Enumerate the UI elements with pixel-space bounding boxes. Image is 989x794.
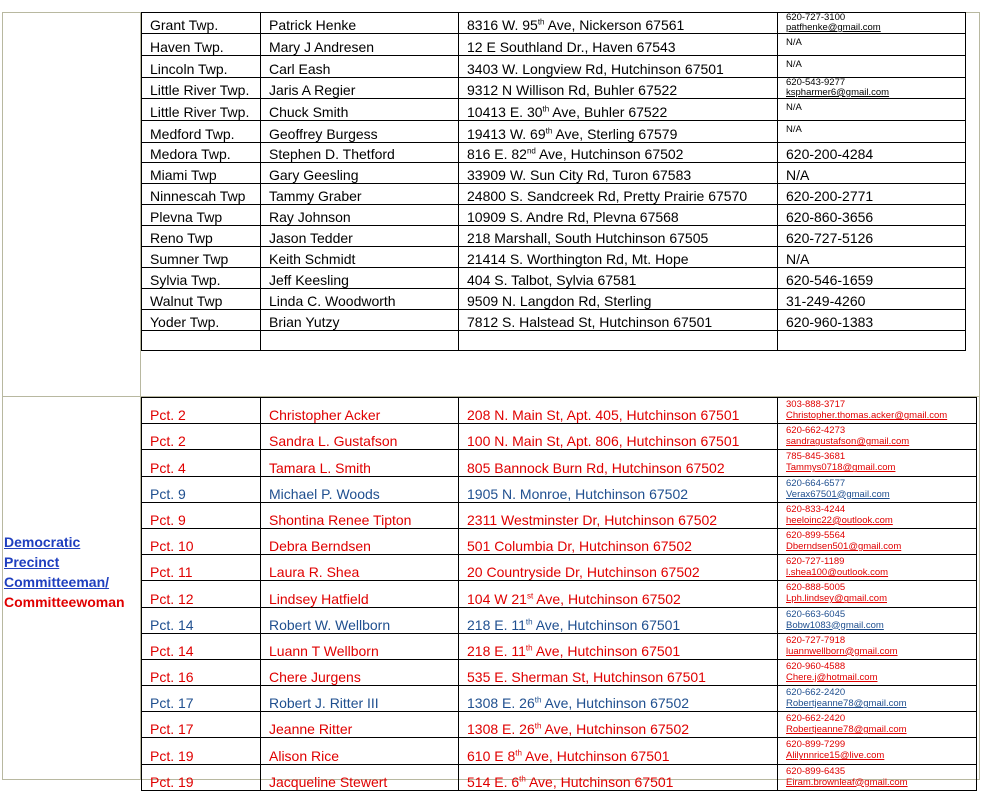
address-cell: 24800 S. Sandcreek Rd, Pretty Prairie 67570 — [459, 184, 778, 205]
contact-cell — [778, 502, 977, 528]
address-cell: 100 N. Main St, Apt. 806, Hutchinson 67501 — [459, 424, 778, 450]
name-cell: Linda C. Woodworth — [261, 288, 459, 309]
phone-text: 620-727-1189 — [786, 556, 845, 568]
address-cell: 610 E 8th Ave, Hutchinson 67501 — [459, 738, 778, 764]
ordinal-suffix: th — [534, 695, 542, 705]
table-row — [142, 77, 966, 98]
contact-cell: 620-200-4284 — [778, 142, 966, 163]
township-cell: Little River Twp. — [142, 77, 261, 98]
phone-text: 620-662-2420 — [786, 687, 846, 699]
precinct-cell: Pct. 9 — [142, 502, 261, 528]
address-cell: 10909 S. Andre Rd, Plevna 67568 — [459, 205, 778, 226]
phone-text: 620-664-6577 — [786, 477, 846, 489]
ordinal-suffix: th — [515, 747, 522, 757]
contact-cell: 620-860-3656 — [778, 205, 966, 226]
phone-text: 620-662-4273 — [786, 425, 846, 437]
table-row — [142, 98, 966, 120]
township-cell: Medford Twp. — [142, 120, 261, 142]
name-cell: Chuck Smith — [261, 98, 459, 120]
section-label-committeewoman: Committeewoman — [4, 594, 125, 610]
contact-cell — [778, 686, 977, 712]
address-cell: 816 E. 82nd Ave, Hutchinson 67502 — [459, 142, 778, 163]
township-cell: Reno Twp — [142, 226, 261, 247]
address-cell: 12 E Southland Dr., Haven 67543 — [459, 34, 778, 56]
address-cell: 21414 S. Worthington Rd, Mt. Hope — [459, 247, 778, 268]
township-cell: Sylvia Twp. — [142, 267, 261, 288]
phone-text: 620-899-5564 — [786, 529, 846, 541]
table-row — [142, 528, 977, 554]
phone-text: 620-899-7299 — [786, 739, 846, 751]
name-cell: Robert J. Ritter III — [261, 686, 459, 712]
ordinal-suffix: th — [537, 17, 545, 27]
table-row — [142, 163, 966, 184]
township-cell: Little River Twp. — [142, 98, 261, 120]
contact-cell: 620-546-1659 — [778, 267, 966, 288]
email-link[interactable]: l.shea100@outlook.com — [786, 567, 889, 579]
township-cell: Ninnescah Twp — [142, 184, 261, 205]
township-table — [141, 12, 966, 351]
email-link[interactable]: kspharmer6@gmail.com — [786, 86, 890, 98]
address-cell: 1905 N. Monroe, Hutchinson 67502 — [459, 476, 778, 502]
address-cell: 1308 E. 26th Ave, Hutchinson 67502 — [459, 686, 778, 712]
empty-cell — [142, 330, 261, 351]
township-cell: Medora Twp. — [142, 142, 261, 163]
precinct-cell: Pct. 17 — [142, 686, 261, 712]
name-cell: Jacqueline Stewert — [261, 764, 459, 790]
address-cell: 404 S. Talbot, Sylvia 67581 — [459, 267, 778, 288]
email-link[interactable]: Robertjeanne78@gmail.com — [786, 724, 907, 736]
name-cell: Stephen D. Thetford — [261, 142, 459, 163]
table-row — [142, 424, 977, 450]
phone-text: 785-845-3681 — [786, 451, 846, 463]
address-cell: 20 Countryside Dr, Hutchinson 67502 — [459, 555, 778, 581]
table-row — [142, 34, 966, 56]
phone-text: 620-833-4244 — [786, 503, 846, 515]
phone-text: 620-888-5005 — [786, 582, 846, 594]
precinct-cell: Pct. 11 — [142, 555, 261, 581]
section-label-democratic[interactable]: Democratic — [4, 534, 81, 550]
contact-cell — [778, 659, 977, 685]
address-cell: 9312 N Willison Rd, Buhler 67522 — [459, 77, 778, 98]
contact-cell — [778, 764, 977, 790]
name-cell: Ray Johnson — [261, 205, 459, 226]
precinct-cell: Pct. 4 — [142, 450, 261, 476]
ordinal-suffix: th — [525, 617, 533, 627]
name-cell: Carl Eash — [261, 55, 459, 77]
section-label-precinct[interactable]: Precinct — [4, 554, 60, 570]
table-row — [142, 738, 977, 764]
table-row — [142, 555, 977, 581]
precinct-cell: Pct. 19 — [142, 764, 261, 790]
precinct-cell: Pct. 2 — [142, 424, 261, 450]
table-row — [142, 659, 977, 685]
table-row — [142, 502, 977, 528]
table-row — [142, 120, 966, 142]
table-row — [142, 226, 966, 247]
contact-cell — [778, 581, 977, 607]
address-cell: 218 E. 11th Ave, Hutchinson 67501 — [459, 607, 778, 633]
address-cell: 33909 W. Sun City Rd, Turon 67583 — [459, 163, 778, 184]
phone-text: 620-727-3100 — [786, 12, 846, 23]
email-link[interactable]: Chere.j@hotmail.com — [786, 671, 878, 683]
contact-cell — [778, 528, 977, 554]
empty-cell — [459, 330, 778, 351]
name-cell: Debra Berndsen — [261, 528, 459, 554]
table-row — [142, 13, 966, 34]
precinct-cell: Pct. 2 — [142, 398, 261, 424]
precinct-cell: Pct. 12 — [142, 581, 261, 607]
ordinal-suffix: st — [526, 590, 534, 600]
address-cell: 2311 Westminster Dr, Hutchinson 67502 — [459, 502, 778, 528]
table-row — [142, 398, 977, 424]
address-cell: 10413 E. 30th Ave, Buhler 67522 — [459, 98, 778, 120]
name-cell: Lindsey Hatfield — [261, 581, 459, 607]
precinct-cell: Pct. 9 — [142, 476, 261, 502]
name-cell: Michael P. Woods — [261, 476, 459, 502]
precinct-cell: Pct. 14 — [142, 607, 261, 633]
name-cell: Brian Yutzy — [261, 309, 459, 330]
blank-row — [142, 330, 966, 351]
precinct-cell: Pct. 16 — [142, 659, 261, 685]
address-cell: 3403 W. Longview Rd, Hutchinson 67501 — [459, 55, 778, 77]
name-cell: Jason Tedder — [261, 226, 459, 247]
table-row — [142, 142, 966, 163]
name-cell: Chere Jurgens — [261, 659, 459, 685]
township-cell: Walnut Twp — [142, 288, 261, 309]
township-cell: Haven Twp. — [142, 34, 261, 56]
name-cell: Mary J Andresen — [261, 34, 459, 56]
email-link[interactable]: Alilynnrice15@live.com — [786, 750, 885, 762]
phone-text: 620-899-6435 — [786, 765, 846, 777]
table-row — [142, 450, 977, 476]
empty-cell — [778, 330, 966, 351]
address-cell: 208 N. Main St, Apt. 405, Hutchinson 67501 — [459, 398, 778, 424]
table-row — [142, 184, 966, 205]
email-link[interactable]: heeloinc22@outlook.com — [786, 514, 893, 526]
address-cell: 218 E. 11th Ave, Hutchinson 67501 — [459, 633, 778, 659]
contact-cell — [778, 476, 977, 502]
email-link[interactable]: Christopher.thomas.acker@gmail.com — [786, 410, 948, 421]
township-cell: Grant Twp. — [142, 13, 261, 34]
table-row — [142, 288, 966, 309]
contact-cell: N/A — [778, 247, 966, 268]
contact-cell — [778, 555, 977, 581]
address-cell: 104 W 21st Ave, Hutchinson 67502 — [459, 581, 778, 607]
name-cell: Tamara L. Smith — [261, 450, 459, 476]
email-link[interactable]: Lph.lindsey@gmail.com — [786, 593, 887, 605]
phone-text: 620-727-7918 — [786, 634, 846, 646]
contact-cell: 620-200-2771 — [778, 184, 966, 205]
name-cell: Shontina Renee Tipton — [261, 502, 459, 528]
address-cell: 514 E. 6th Ave, Hutchinson 67501 — [459, 764, 778, 790]
email-link[interactable]: Dberndsen501@gmail.com — [786, 540, 902, 552]
name-cell: Robert W. Wellborn — [261, 607, 459, 633]
address-cell: 19413 W. 69th Ave, Sterling 67579 — [459, 120, 778, 142]
contact-cell — [778, 633, 977, 659]
ordinal-suffix: nd — [526, 146, 536, 156]
contact-cell: N/A — [778, 163, 966, 184]
table-row — [142, 309, 966, 330]
township-cell: Lincoln Twp. — [142, 55, 261, 77]
name-cell: Alison Rice — [261, 738, 459, 764]
address-cell: 218 Marshall, South Hutchinson 67505 — [459, 226, 778, 247]
name-cell: Sandra L. Gustafson — [261, 424, 459, 450]
name-cell: Patrick Henke — [261, 13, 459, 34]
contact-cell — [778, 424, 977, 450]
precinct-cell: Pct. 10 — [142, 528, 261, 554]
ordinal-suffix: th — [525, 643, 533, 653]
ordinal-suffix: th — [519, 774, 526, 784]
name-cell: Jeanne Ritter — [261, 712, 459, 738]
address-cell: 1308 E. 26th Ave, Hutchinson 67502 — [459, 712, 778, 738]
email-link[interactable]: Tammys0718@gmail.com — [786, 462, 896, 474]
empty-cell — [261, 330, 459, 351]
ordinal-suffix: th — [542, 104, 550, 114]
table-row — [142, 205, 966, 226]
table-row — [142, 686, 977, 712]
phone-text: 620-662-2420 — [786, 713, 846, 725]
email-link[interactable]: Bobw1083@gmail.com — [786, 619, 884, 631]
email-link[interactable]: sandragustafson@gmail.com — [786, 436, 910, 448]
address-cell: 805 Bannock Burn Rd, Hutchinson 67502 — [459, 450, 778, 476]
ordinal-suffix: th — [534, 721, 542, 731]
precinct-cell: Pct. 19 — [142, 738, 261, 764]
table-row — [142, 712, 977, 738]
ordinal-suffix: th — [545, 125, 553, 135]
contact-cell: 620-727-5126 — [778, 226, 966, 247]
contact-cell: 620-960-1383 — [778, 309, 966, 330]
table-row — [142, 476, 977, 502]
table-row — [142, 607, 977, 633]
contact-cell — [778, 398, 977, 424]
name-cell: Keith Schmidt — [261, 247, 459, 268]
precinct-cell: Pct. 17 — [142, 712, 261, 738]
contact-cell: N/A — [778, 98, 966, 120]
name-cell: Christopher Acker — [261, 398, 459, 424]
section-label-committeeman[interactable]: Committeeman/ — [4, 574, 110, 590]
name-cell: Jaris A Regier — [261, 77, 459, 98]
email-link[interactable]: Robertjeanne78@gmail.com — [786, 698, 907, 710]
contact-cell — [778, 607, 977, 633]
township-cell: Yoder Twp. — [142, 309, 261, 330]
name-cell: Geoffrey Burgess — [261, 120, 459, 142]
name-cell: Gary Geesling — [261, 163, 459, 184]
phone-text: 620-960-4588 — [786, 660, 846, 672]
table-row — [142, 764, 977, 790]
table-row — [142, 581, 977, 607]
contact-cell: N/A — [778, 34, 966, 56]
address-cell: 8316 W. 95th Ave, Nickerson 67561 — [459, 13, 778, 34]
address-cell: 7812 S. Halstead St, Hutchinson 67501 — [459, 309, 778, 330]
contact-cell: N/A — [778, 120, 966, 142]
address-cell: 535 E. Sherman St, Hutchinson 67501 — [459, 659, 778, 685]
section-label — [4, 532, 138, 612]
address-cell: 9509 N. Langdon Rd, Sterling — [459, 288, 778, 309]
table-row — [142, 267, 966, 288]
contact-cell — [778, 77, 966, 98]
table-row — [142, 247, 966, 268]
precinct-table — [141, 397, 977, 791]
contact-cell — [778, 712, 977, 738]
name-cell: Luann T Wellborn — [261, 633, 459, 659]
name-cell: Laura R. Shea — [261, 555, 459, 581]
address-cell: 501 Columbia Dr, Hutchinson 67502 — [459, 528, 778, 554]
precinct-cell: Pct. 14 — [142, 633, 261, 659]
email-link[interactable]: Eiram.brownleaf@gmail.com — [786, 776, 908, 788]
email-link[interactable]: Verax67501@gmail.com — [786, 488, 890, 500]
township-cell: Plevna Twp — [142, 205, 261, 226]
contact-cell — [778, 738, 977, 764]
contact-cell — [778, 450, 977, 476]
email-link[interactable]: patfhenke@gmail.com — [786, 22, 881, 33]
phone-text: 620-663-6045 — [786, 608, 846, 620]
contact-cell: N/A — [778, 55, 966, 77]
phone-text: 303-888-3717 — [786, 399, 846, 410]
table-row — [142, 633, 977, 659]
name-cell: Tammy Graber — [261, 184, 459, 205]
email-link[interactable]: luannwellborn@gmail.com — [786, 645, 898, 657]
name-cell: Jeff Keesling — [261, 267, 459, 288]
contact-cell: 31-249-4260 — [778, 288, 966, 309]
township-cell: Sumner Twp — [142, 247, 261, 268]
table-row — [142, 55, 966, 77]
township-cell: Miami Twp — [142, 163, 261, 184]
contact-cell — [778, 13, 966, 34]
phone-text: 620-543-9277 — [786, 77, 846, 88]
